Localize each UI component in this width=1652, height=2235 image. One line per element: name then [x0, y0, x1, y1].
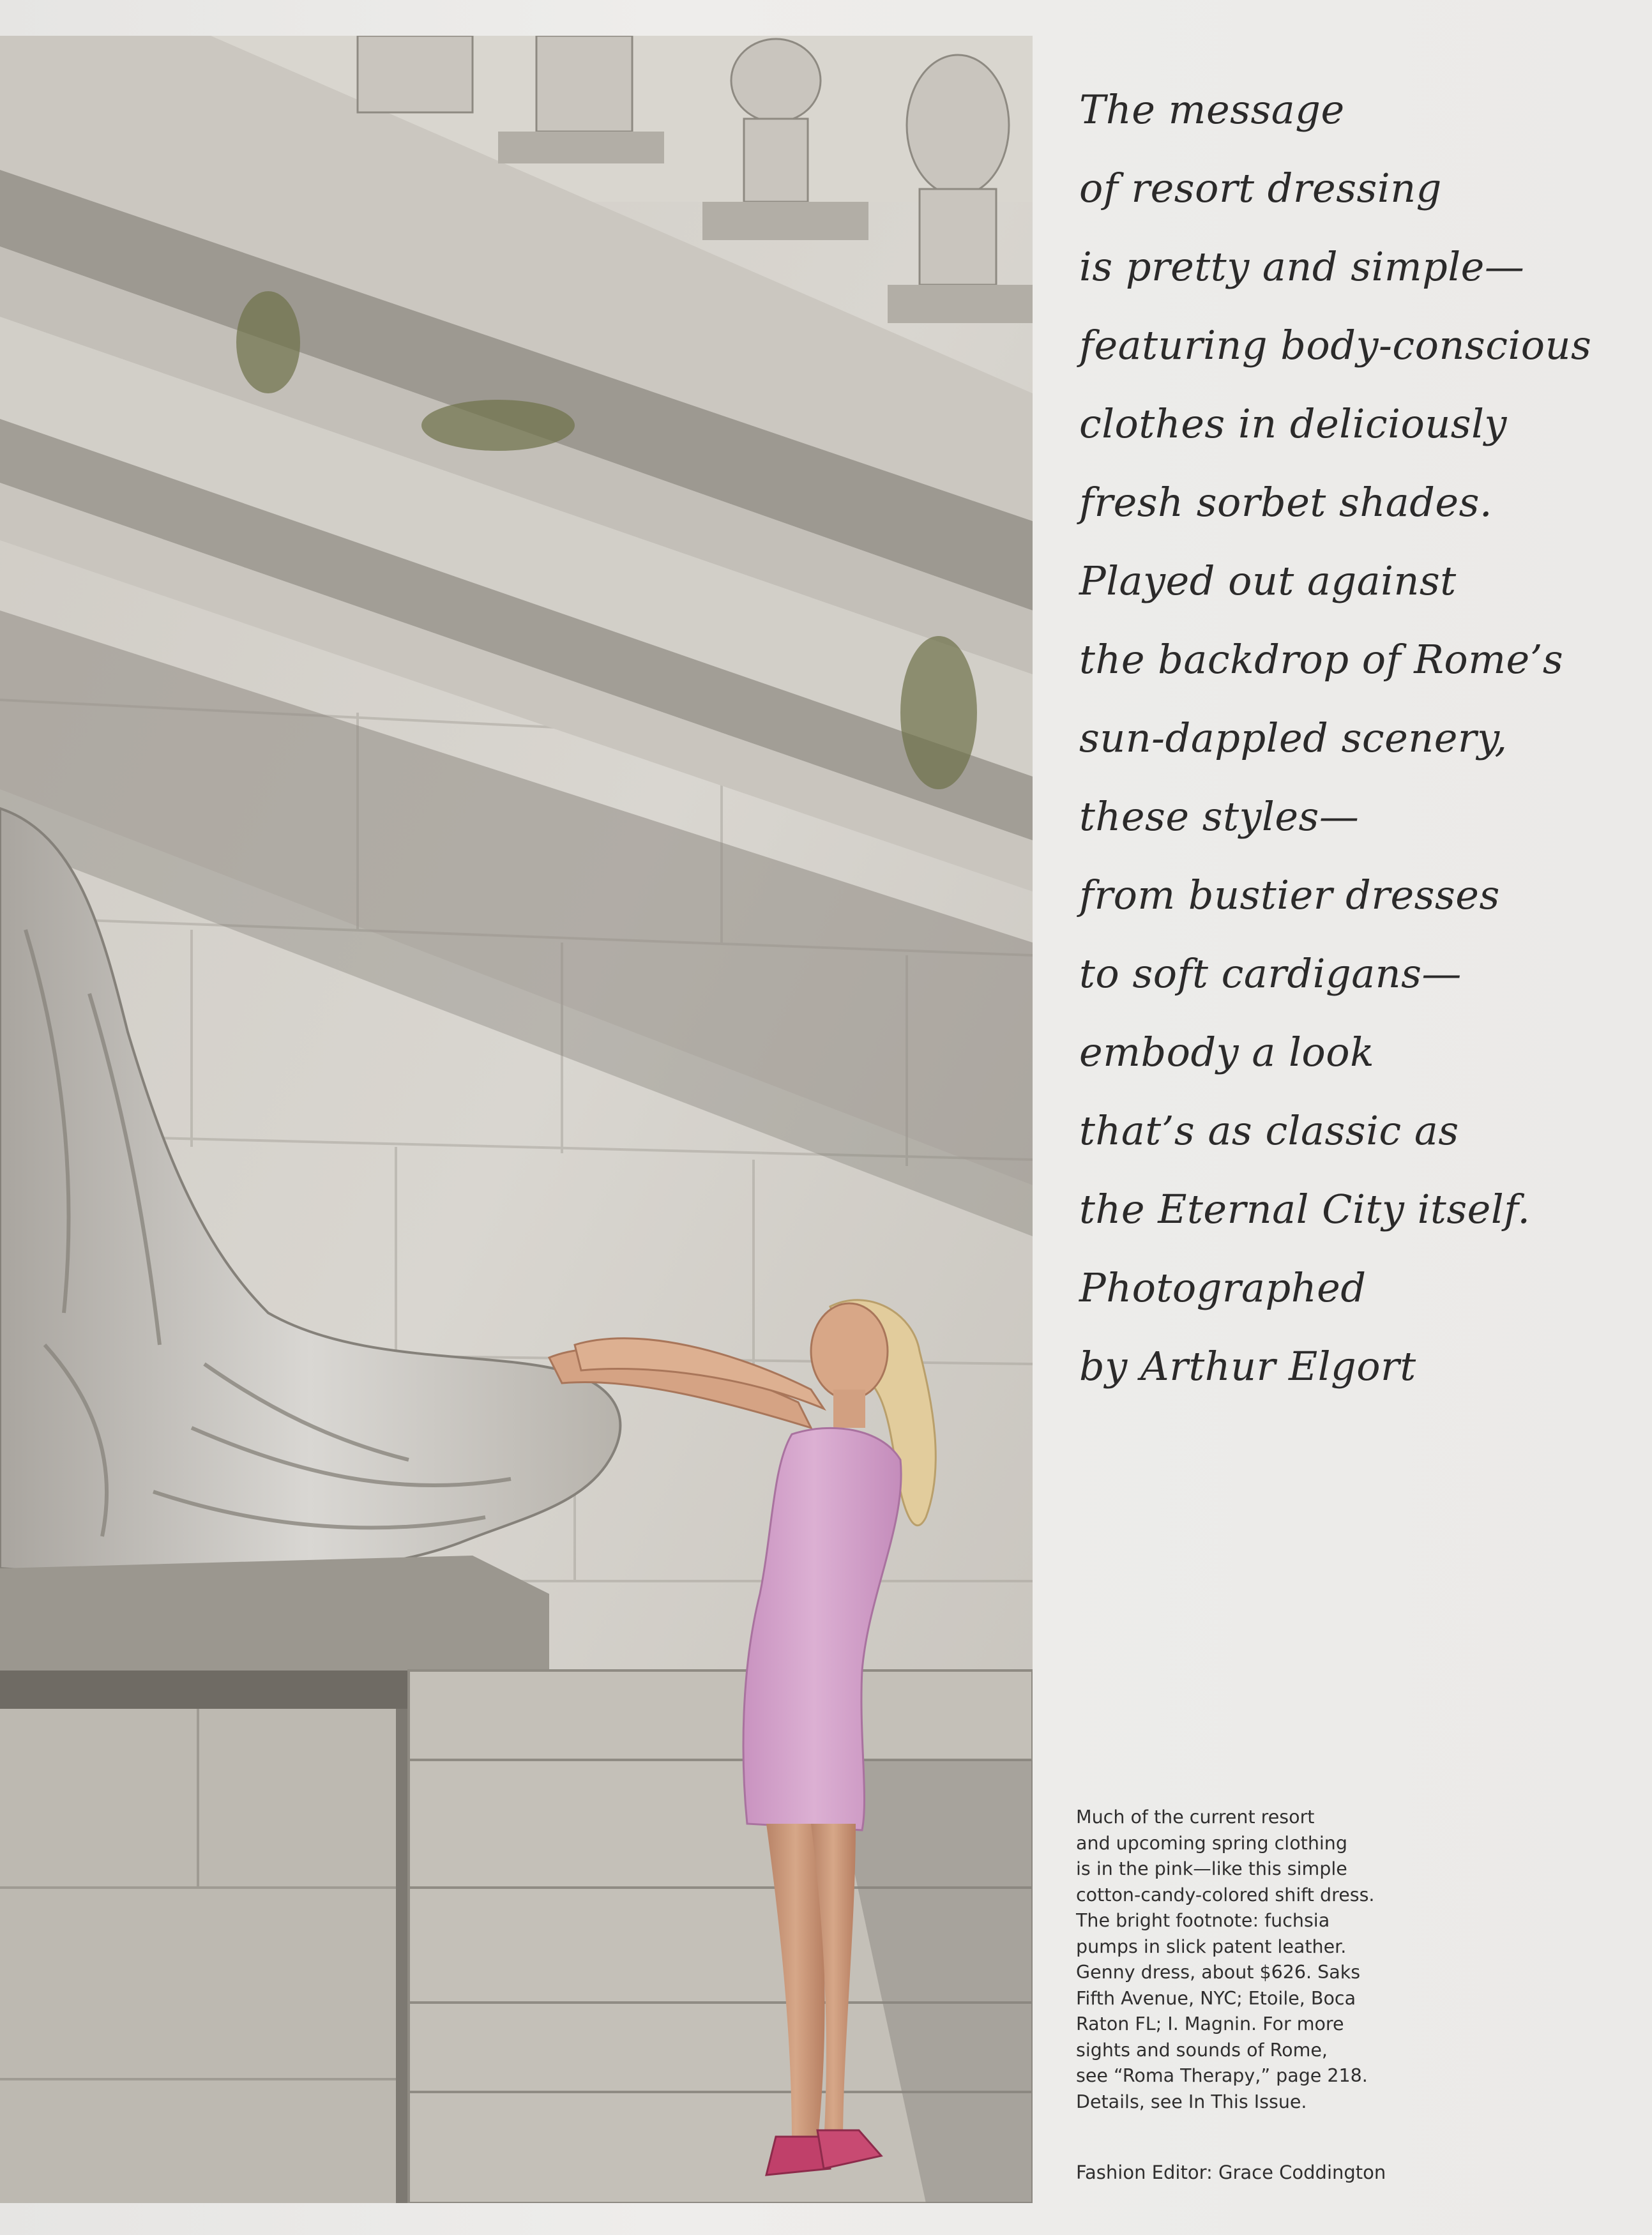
- pull-quote-line: of resort dressing: [1079, 165, 1442, 211]
- caption-line: see “Roma Therapy,” page 218.: [1076, 2065, 1368, 2086]
- caption-line: pumps in slick patent leather.: [1076, 1936, 1347, 1957]
- caption-line: and upcoming spring clothing: [1076, 1832, 1347, 1854]
- photo-caption: [1076, 1805, 1434, 2115]
- pull-quote-line: featuring body-conscious: [1079, 322, 1592, 368]
- pull-quote-line: to soft cardigans—: [1079, 950, 1462, 997]
- caption-line: is in the pink—like this simple: [1076, 1858, 1347, 1879]
- photo-illustration: [0, 36, 1033, 2203]
- caption-line: cotton-candy-colored shift dress.: [1076, 1884, 1375, 1905]
- photograph-rome-staircase: [0, 36, 1033, 2203]
- pull-quote-line: clothes in deliciously: [1079, 400, 1507, 447]
- pull-quote-line: the Eternal City itself.: [1079, 1186, 1531, 1232]
- caption-line: Raton FL; I. Magnin. For more: [1076, 2013, 1344, 2034]
- pull-quote: [1079, 70, 1628, 1405]
- caption-line: The bright footnote: fuchsia: [1076, 1910, 1330, 1931]
- caption-line: Details, see In This Issue.: [1076, 2091, 1307, 2112]
- pull-quote-line: these styles—: [1079, 793, 1360, 840]
- pull-quote-line: Photographed: [1079, 1264, 1367, 1311]
- pull-quote-line: Played out against: [1079, 557, 1457, 604]
- pull-quote-line: fresh sorbet shades.: [1079, 479, 1493, 526]
- caption-line: sights and sounds of Rome,: [1076, 2039, 1328, 2061]
- pull-quote-line: The message: [1079, 86, 1345, 133]
- caption-line: Fifth Avenue, NYC; Etoile, Boca: [1076, 1987, 1356, 2009]
- pull-quote-line: from bustier dresses: [1079, 872, 1500, 918]
- pull-quote-line: by Arthur Elgort: [1079, 1343, 1416, 1390]
- caption-line: Much of the current resort: [1076, 1807, 1315, 1828]
- pull-quote-line: sun-dappled scenery,: [1079, 715, 1508, 761]
- pull-quote-line: the backdrop of Rome’s: [1079, 636, 1564, 683]
- fashion-editor-credit: Fashion Editor: Grace Coddington: [1076, 2162, 1386, 2183]
- pull-quote-line: that’s as classic as: [1079, 1107, 1459, 1154]
- pull-quote-line: is pretty and simple—: [1079, 243, 1525, 290]
- pull-quote-line: embody a look: [1079, 1029, 1375, 1075]
- caption-line: Genny dress, about $626. Saks: [1076, 1962, 1361, 1983]
